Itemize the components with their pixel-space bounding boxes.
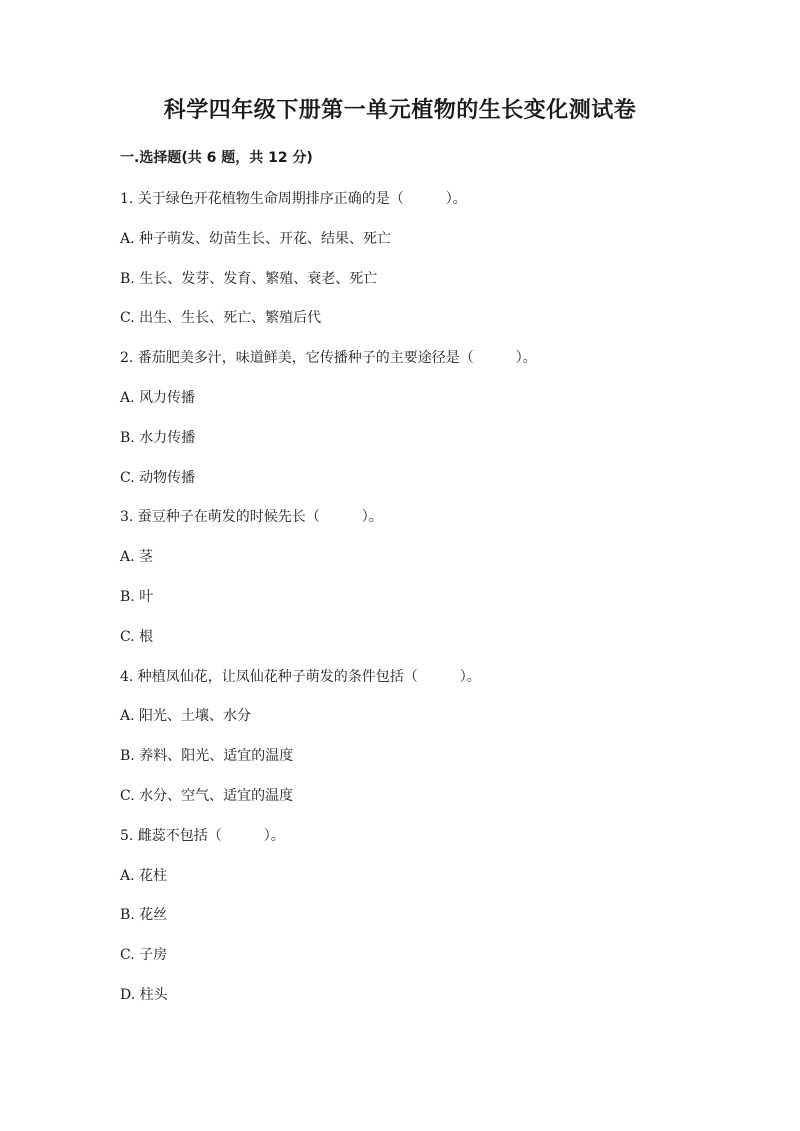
- section-heading: 一.选择题(共 6 题，共 12 分): [120, 150, 313, 166]
- answer-option: C. 水分、空气、适宜的温度: [120, 787, 294, 804]
- answer-option: B. 水力传播: [120, 429, 196, 446]
- question-list: [120, 189, 720, 1025]
- answer-option: B. 花丝: [120, 907, 168, 924]
- answer-option: C. 根: [120, 628, 154, 645]
- answer-option: B. 生长、发芽、发育、繁殖、衰老、死亡: [120, 270, 378, 287]
- page-title: 科学四年级下册第一单元植物的生长变化测试卷: [163, 98, 637, 123]
- question-stem: 2. 番茄肥美多汁，味道鲜美，它传播种子的主要途径是（ ）。: [120, 350, 537, 367]
- answer-option: C. 子房: [120, 947, 168, 964]
- answer-option: A. 风力传播: [120, 389, 196, 406]
- answer-option: A. 种子萌发、幼苗生长、开花、结果、死亡: [120, 230, 392, 247]
- answer-option: A. 茎: [120, 549, 154, 566]
- question-stem: 5. 雌蕊不包括（ ）。: [120, 827, 285, 844]
- answer-option: C. 出生、生长、死亡、繁殖后代: [120, 310, 322, 327]
- question-stem: 1. 关于绿色开花植物生命周期排序正确的是（ ）。: [120, 191, 467, 207]
- question-stem: 4. 种植凤仙花，让凤仙花种子萌发的条件包括（ ）。: [120, 668, 481, 685]
- answer-option: B. 叶: [120, 588, 154, 605]
- question-stem: 3. 蚕豆种子在萌发的时候先长（ ）。: [120, 509, 383, 526]
- answer-option: D. 柱头: [120, 986, 168, 1003]
- answer-option: A. 阳光、土壤、水分: [120, 708, 252, 725]
- answer-option: B. 养料、阳光、适宜的温度: [120, 748, 294, 765]
- answer-option: A. 花柱: [120, 867, 168, 884]
- answer-option: C. 动物传播: [120, 469, 196, 486]
